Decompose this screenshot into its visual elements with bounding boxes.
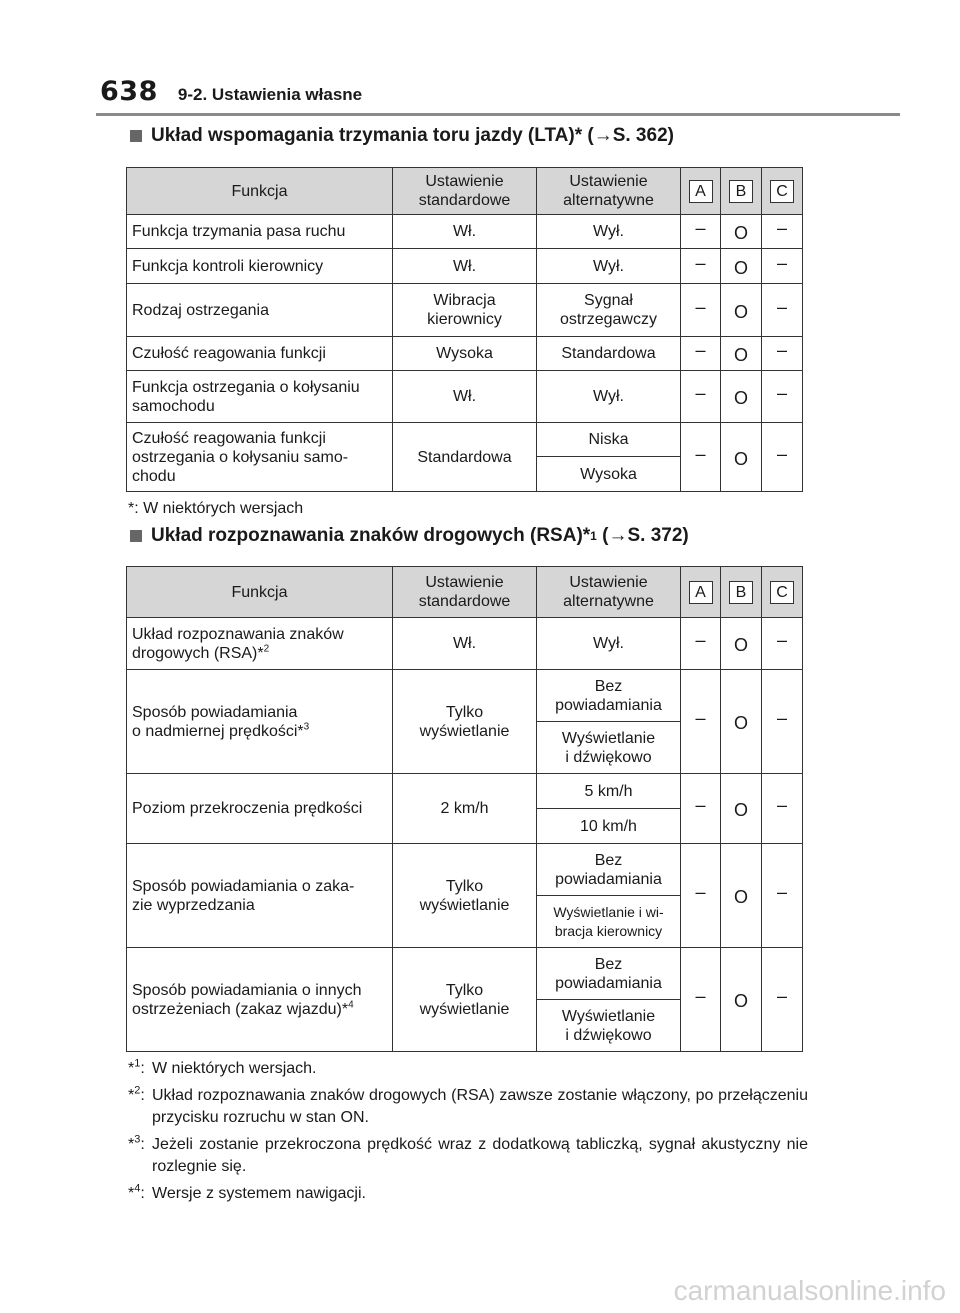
footnote-item: *$^1$: W niektórych wersjach.: [128, 1057, 317, 1077]
table-row: Wysoka: [127, 457, 803, 492]
rsa-footnotes: [128, 1058, 808, 1210]
table-row: Sposób powiadamiania o nadmiernej prędkości*$^3$ Tylko wyświetlanie Bez powiadamiania – O –: [127, 670, 803, 722]
col-alternative: Ustawienie alternatywne: [537, 567, 681, 618]
letter-c-box: C: [770, 180, 794, 203]
table-row: Wyświetlanie i dźwiękowo: [127, 722, 803, 774]
table-row: Czułość reagowania funkcji Wysoka Standardowa – O –: [127, 337, 803, 371]
letter-b-box: B: [729, 581, 753, 604]
lta-footnote: *: W niektórych wersjach: [128, 500, 304, 517]
rsa-settings-table: [126, 566, 803, 1052]
table-header-row: [127, 168, 803, 215]
table-row: Czułość reagowania funkcji ostrzegania o kołysaniu samo- chodu Standardowa Niska – O –: [127, 423, 803, 457]
chapter-title: 9-2. Ustawienia własne: [177, 85, 363, 104]
square-bullet-icon: [130, 530, 142, 542]
page-header: [100, 76, 362, 110]
lta-heading: Układ wspomagania trzymania toru jazdy (LTA)* ( → S. 362): [130, 125, 674, 147]
letter-c-box: C: [770, 581, 794, 604]
table-row: Wyświetlanie i dźwiękowo: [127, 1000, 803, 1052]
col-c: [762, 567, 803, 618]
header-rule: [96, 113, 900, 116]
rsa-heading: Układ rozpoznawania znaków drogowych (RSA)* 1 ( → S. 372): [130, 525, 689, 547]
letter-a-box: A: [689, 180, 713, 203]
page-number: 638: [100, 76, 158, 107]
col-b: [721, 168, 762, 215]
table-row: 10 km/h: [127, 809, 803, 844]
col-function: Funkcja: [127, 567, 393, 618]
footnote-item: *$^3$: Jeżeli zostanie przekroczona prędkość wraz z dodatkową tabliczką, sygnał akustyczny nie rozlegnie się.: [128, 1133, 808, 1175]
table-row: Poziom przekroczenia prędkości 2 km/h 5 km/h – O –: [127, 774, 803, 809]
col-b: [721, 567, 762, 618]
table-row: Funkcja kontroli kierownicy Wł. Wył. – O –: [127, 249, 803, 284]
letter-b-box: B: [729, 180, 753, 203]
col-a: [681, 567, 721, 618]
col-default: Ustawienie standardowe: [393, 168, 537, 215]
table-row: Rodzaj ostrzegania Wibracja kierownicy Sygnał ostrzegawczy – O –: [127, 284, 803, 337]
table-row: Sposób powiadamiania o innych ostrzeżeniach (zakaz wjazdu)*$^4$ Tylko wyświetlanie Bez powiadamiania – O –: [127, 948, 803, 1000]
table-row: Wyświetlanie i wi- bracja kierownicy: [127, 896, 803, 948]
col-default: Ustawienie standardowe: [393, 567, 537, 618]
col-a: [681, 168, 721, 215]
table-row: Funkcja ostrzegania o kołysaniu samochodu Wł. Wył. – O –: [127, 371, 803, 423]
col-function: Funkcja: [127, 168, 393, 215]
table-row: Sposób powiadamiania o zaka- zie wyprzedzania Tylko wyświetlanie Bez powiadamiania – O –: [127, 844, 803, 896]
table-row: Układ rozpoznawania znaków drogowych (RSA)*$^2$ Wł. Wył. – O –: [127, 618, 803, 670]
watermark: carmanualsonline.info: [673, 1275, 946, 1306]
arrow-right-icon: →: [608, 525, 628, 546]
table-row: Funkcja trzymania pasa ruchu Wł. Wył. – O –: [127, 215, 803, 249]
footnote-item: *$^2$: Układ rozpoznawania znaków drogowych (RSA) zawsze zostanie włączony, po przełączeniu przycisku rozruchu w stan ON.: [128, 1084, 808, 1126]
footnote-item: *$^4$: Wersje z systemem nawigacji.: [128, 1182, 366, 1202]
square-bullet-icon: [130, 130, 142, 142]
table-header-row: [127, 567, 803, 618]
arrow-right-icon: →: [593, 125, 613, 146]
lta-settings-table: [126, 167, 803, 492]
letter-a-box: A: [689, 581, 713, 604]
col-alternative: Ustawienie alternatywne: [537, 168, 681, 215]
col-c: [762, 168, 803, 215]
